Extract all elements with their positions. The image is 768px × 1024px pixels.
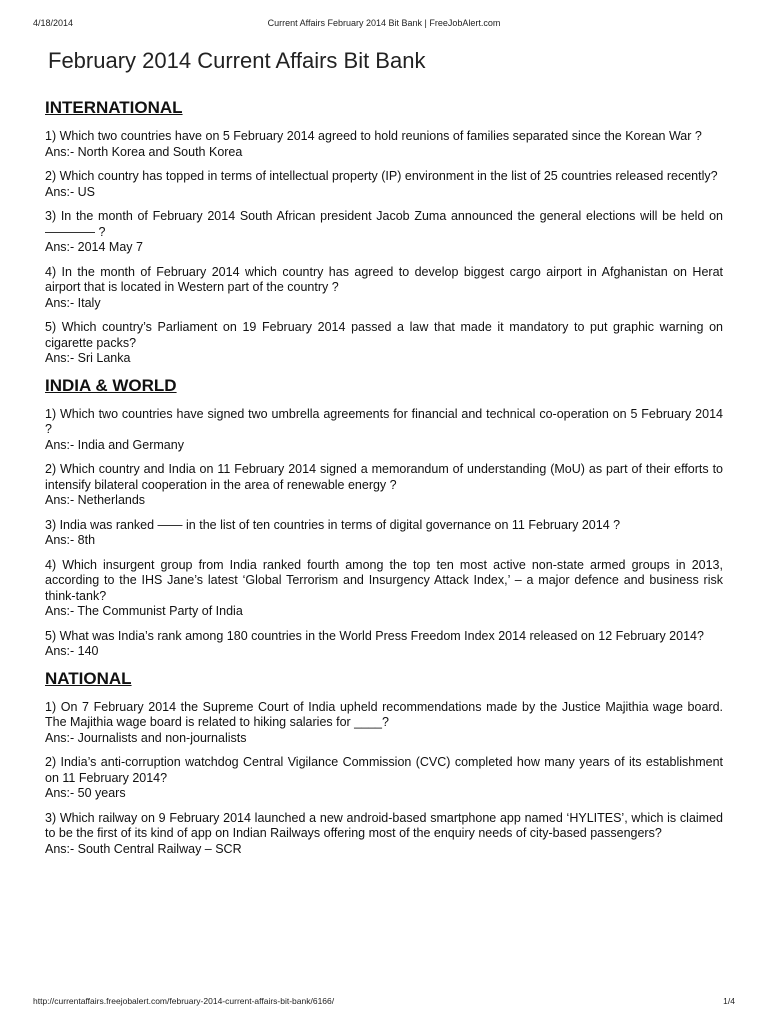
section-heading: INTERNATIONAL: [45, 98, 183, 117]
print-document-title: Current Affairs February 2014 Bit Bank | FreeJobAlert.com: [267, 18, 501, 28]
answer-text: Ans:- 8th: [45, 533, 96, 547]
question-text: 5) Which country’s Parliament on 19 February 2014 passed a law that made it mandatory to put graphic warning on cigarette packs?: [45, 320, 723, 350]
print-footer: [33, 996, 735, 1008]
question-item: [45, 169, 723, 200]
article-content: [45, 96, 723, 864]
answer-text: Ans:- Journalists and non-journalists: [45, 730, 247, 745]
question-item: [45, 629, 723, 660]
section-india-world: [45, 374, 723, 660]
print-header: [33, 18, 735, 32]
question-item: [45, 811, 723, 858]
question-text: 3) Which railway on 9 February 2014 launched a new android-based smartphone app named ‘HYLITES’, which is claimed to be the first of its kind of app on Indian Railways offering most of the enquiry needs of city-based passengers?: [45, 810, 723, 840]
question-text: 4) Which insurgent group from India ranked fourth among the top ten most active non-state armed groups in 2013, according to the IHS Jane’s latest ‘Global Terrorism and Insurgency Attack Index,’ – a major defence and business risk think-tank?: [45, 557, 723, 603]
question-text: 3) India was ranked —— in the list of ten countries in terms of digital governance on 11 February 2014 ?: [45, 517, 621, 532]
question-item: [45, 407, 723, 454]
print-date: 4/18/2014: [33, 18, 74, 28]
answer-text: Ans:- 140: [45, 644, 99, 658]
question-text: 5) What was India’s rank among 180 countries in the World Press Freedom Index 2014 released on 12 February 2014?: [45, 628, 704, 643]
page-number: 1/4: [723, 996, 735, 1006]
question-list: [45, 129, 723, 367]
page-title: February 2014 Current Affairs Bit Bank: [48, 48, 426, 73]
question-item: [45, 755, 723, 802]
question-item: [45, 462, 723, 509]
section-international: [45, 96, 723, 367]
answer-text: Ans:- North Korea and South Korea: [45, 144, 243, 159]
answer-text: Ans:- India and Germany: [45, 437, 184, 452]
question-text: 4) In the month of February 2014 which country has agreed to develop biggest cargo airport in Afghanistan on Herat airport that is located in Western part of the country ?: [45, 264, 723, 294]
section-heading: NATIONAL: [45, 668, 132, 688]
answer-text: Ans:- Netherlands: [45, 493, 146, 507]
question-text: 2) Which country and India on 11 February 2014 signed a memorandum of understanding (MoU) as part of their efforts to intensify bilateral cooperation in the area of renewable energy ?: [45, 462, 723, 492]
question-text: 2) Which country has topped in terms of intellectual property (IP) environment in the list of 25 countries released recently?: [45, 169, 718, 183]
answer-text: Ans:- 50 years: [45, 786, 126, 800]
question-list: [45, 700, 723, 858]
question-text: 3) In the month of February 2014 South African president Jacob Zuma announced the general elections will be held on ———— ?: [45, 209, 723, 239]
answer-text: Ans:- US: [45, 184, 96, 199]
question-text: 1) Which two countries have signed two umbrella agreements for financial and technical co-operation on 5 February 2014 ?: [45, 406, 723, 436]
question-text: 1) On 7 February 2014 the Supreme Court of India upheld recommendations made by the Justice Majithia wage board. The Majithia wage board is related to hiking salaries for ____?: [45, 699, 723, 729]
answer-text: Ans:- 2014 May 7: [45, 240, 143, 254]
question-item: [45, 265, 723, 312]
question-item: [45, 518, 723, 549]
question-item: [45, 558, 723, 620]
answer-text: Ans:- Italy: [45, 295, 101, 310]
question-list: [45, 407, 723, 660]
answer-text: Ans:- The Communist Party of India: [45, 604, 243, 618]
question-text: 1) Which two countries have on 5 February 2014 agreed to hold reunions of families separated since the Korean War ?: [45, 129, 702, 143]
answer-text: Ans:- Sri Lanka: [45, 351, 131, 365]
answer-text: Ans:- South Central Railway – SCR: [45, 841, 242, 856]
question-item: [45, 209, 723, 256]
section-heading: INDIA & WORLD: [45, 375, 177, 395]
question-item: [45, 129, 723, 160]
question-item: [45, 700, 723, 747]
page-url: http://currentaffairs.freejobalert.com/february-2014-current-affairs-bit-bank/6166/: [33, 996, 335, 1006]
question-item: [45, 320, 723, 367]
question-text: 2) India’s anti-corruption watchdog Central Vigilance Commission (CVC) completed how many years of its establishment on 11 February 2014?: [45, 755, 723, 785]
section-national: [45, 667, 723, 858]
